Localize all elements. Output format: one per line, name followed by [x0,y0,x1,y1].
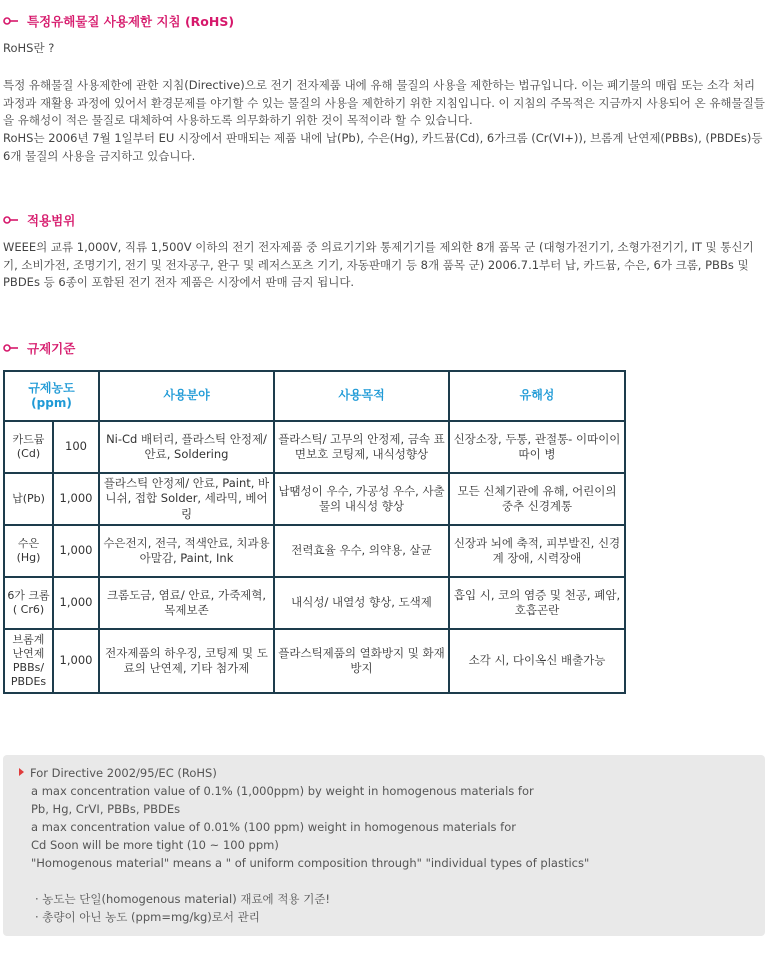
header-concentration: 규제농도(ppm) [4,371,99,421]
harm-cell: 신장과 뇌에 축적, 피부발진, 신경계 장애, 시력장애 [449,525,625,577]
purpose-cell: 납땜성이 우수, 가공성 우수, 사출물의 내식성 향상 [274,473,449,525]
scope-text: WEEE의 교류 1,000V, 직류 1,500V 이하의 전기 전자제품 중 의료기기와 통제기기를 제외한 8개 품목 군 (대형가전기기, 소형가전기기, IT 및 통신기기, 소비가전, 조명기기, 전기 및 전자공구, 완구 및 레저스포츠 기기, 자동판매기 등 8개 품목 군) 2006.7.1부터 납, 카드뮴, 수은, 6가 크롬, PBBs 및 PBDEs 등 6종이 포함된 전기 전자 제품은 시장에서 판매 금지 됩니다. [3,240,754,289]
purpose-cell: 플라스틱제품의 열화방지 및 화재방지 [274,629,449,693]
key-bullet-icon [3,215,19,225]
note-heading-text: For Directive 2002/95/EC (RoHS) [30,766,217,780]
section-heading-rohs [3,12,234,30]
note-line: a max concentration value of 0.01% (100 ppm) weight in homogenous materials for [31,820,516,834]
ppm-cell: 1,000 [53,629,99,693]
header-hazard: 유해성 [449,371,625,421]
table-row [4,525,625,577]
rohs-description: 특정 유해물질 사용제한에 관한 지침(Directive)으로 전기 전자제품 내에 유해 물질의 사용을 제한하는 법규입니다. 이는 폐기물의 매립 또는 소각 처리과정과 재활용 과정에 있어서 환경문제를 야기할 수 있는 물질의 사용을 제한하기 위한 지침입니다. 이 지침의 주목적은 지금까지 사용되어 온 유해물질들을 유해성이 적은 물질로 대체하여 사용하도록 의무화하기 위한 것이 목적이라 할 수 있습니다. [3,78,765,127]
directive-note-box [3,755,765,936]
key-bullet-icon [3,343,19,353]
rohs-standards-table [3,370,626,694]
section-title: 특정유해물질 사용제한 지침 (RoHS) [27,14,235,29]
note-line: Pb, Hg, CrVI, PBBs, PBDEs [31,802,181,816]
harm-cell: 소각 시, 다이옥신 배출가능 [449,629,625,693]
note-bullet: · 총량이 아닌 농도 (ppm=mg/kg)로서 관리 [35,910,260,924]
header-usage-purpose: 사용목적 [274,371,449,421]
purpose-cell: 내식성/ 내열성 향상, 도색제 [274,577,449,629]
substance-cell: 브롬계 난연제 PBBs/ PBDEs [4,629,53,693]
section-title: 적용범위 [27,213,76,228]
substance-cell: 6가 크롬( Cr6) [4,577,53,629]
note-bullet: · 농도는 단일(homogenous material) 재료에 적용 기준! [35,892,331,906]
table-header-row [4,371,625,421]
harm-cell: 모든 신체기관에 유해, 어린이의 중추 신경계통 [449,473,625,525]
ppm-cell: 1,000 [53,525,99,577]
rohs-restriction-text: RoHS는 2006년 7월 1일부터 EU 시장에서 판매되는 제품 내에 납(Pb), 수은(Hg), 카드뮴(Cd), 6가크롬 (Cr(VI+)), 브롬계 난연제(PBBs), (PBDEs)등 6개 물질의 사용을 금지하고 있습니다. [3,131,763,163]
note-spacer [19,872,589,890]
section-heading-scope [3,211,75,229]
note-heading [19,764,589,782]
section-title: 규제기준 [27,341,76,356]
field-cell: 크롬도금, 염료/ 안료, 가죽제혁, 목제보존 [99,577,274,629]
note-line: a max concentration value of 0.1% (1,000ppm) by weight in homogenous materials for [31,784,534,798]
field-cell: Ni-Cd 배터리, 플라스틱 안정제/ 안료, Soldering [99,421,274,473]
header-usage-field: 사용분야 [99,371,274,421]
field-cell: 전자제품의 하우징, 코팅제 및 도료의 난연제, 기타 첨가제 [99,629,274,693]
harm-cell: 신장소장, 두통, 관절통- 이따이이따이 병 [449,421,625,473]
substance-cell: 수은(Hg) [4,525,53,577]
note-line: "Homogenous material" means a " of uniform composition through" "individual types of plastics" [31,856,590,870]
key-bullet-icon [3,16,19,26]
directive-note-content [19,764,589,926]
harm-cell: 흡입 시, 코의 염증 및 천공, 폐암, 호흡곤란 [449,577,625,629]
substance-cell: 카드뮴(Cd) [4,421,53,473]
ppm-cell: 1,000 [53,473,99,525]
red-arrow-icon [19,768,24,776]
field-cell: 수은전지, 전극, 적색안료, 치과용 아말감, Paint, Ink [99,525,274,577]
ppm-cell: 100 [53,421,99,473]
ppm-cell: 1,000 [53,577,99,629]
purpose-cell: 플라스틱/ 고무의 안정제, 금속 표면보호 코팅제, 내식성향상 [274,421,449,473]
purpose-cell: 전력효율 우수, 의약용, 살균 [274,525,449,577]
table-row [4,577,625,629]
table-row [4,473,625,525]
section-heading-standards [3,339,75,357]
substance-cell: 납(Pb) [4,473,53,525]
field-cell: 플라스틱 안정제/ 안료, Paint, 바니쉬, 접합 Solder, 세라믹, 베어링 [99,473,274,525]
table-row [4,421,625,473]
rohs-question: RoHS란 ? [3,41,55,55]
table-row [4,629,625,693]
note-line: Cd Soon will be more tight (10 ~ 100 ppm) [31,838,279,852]
